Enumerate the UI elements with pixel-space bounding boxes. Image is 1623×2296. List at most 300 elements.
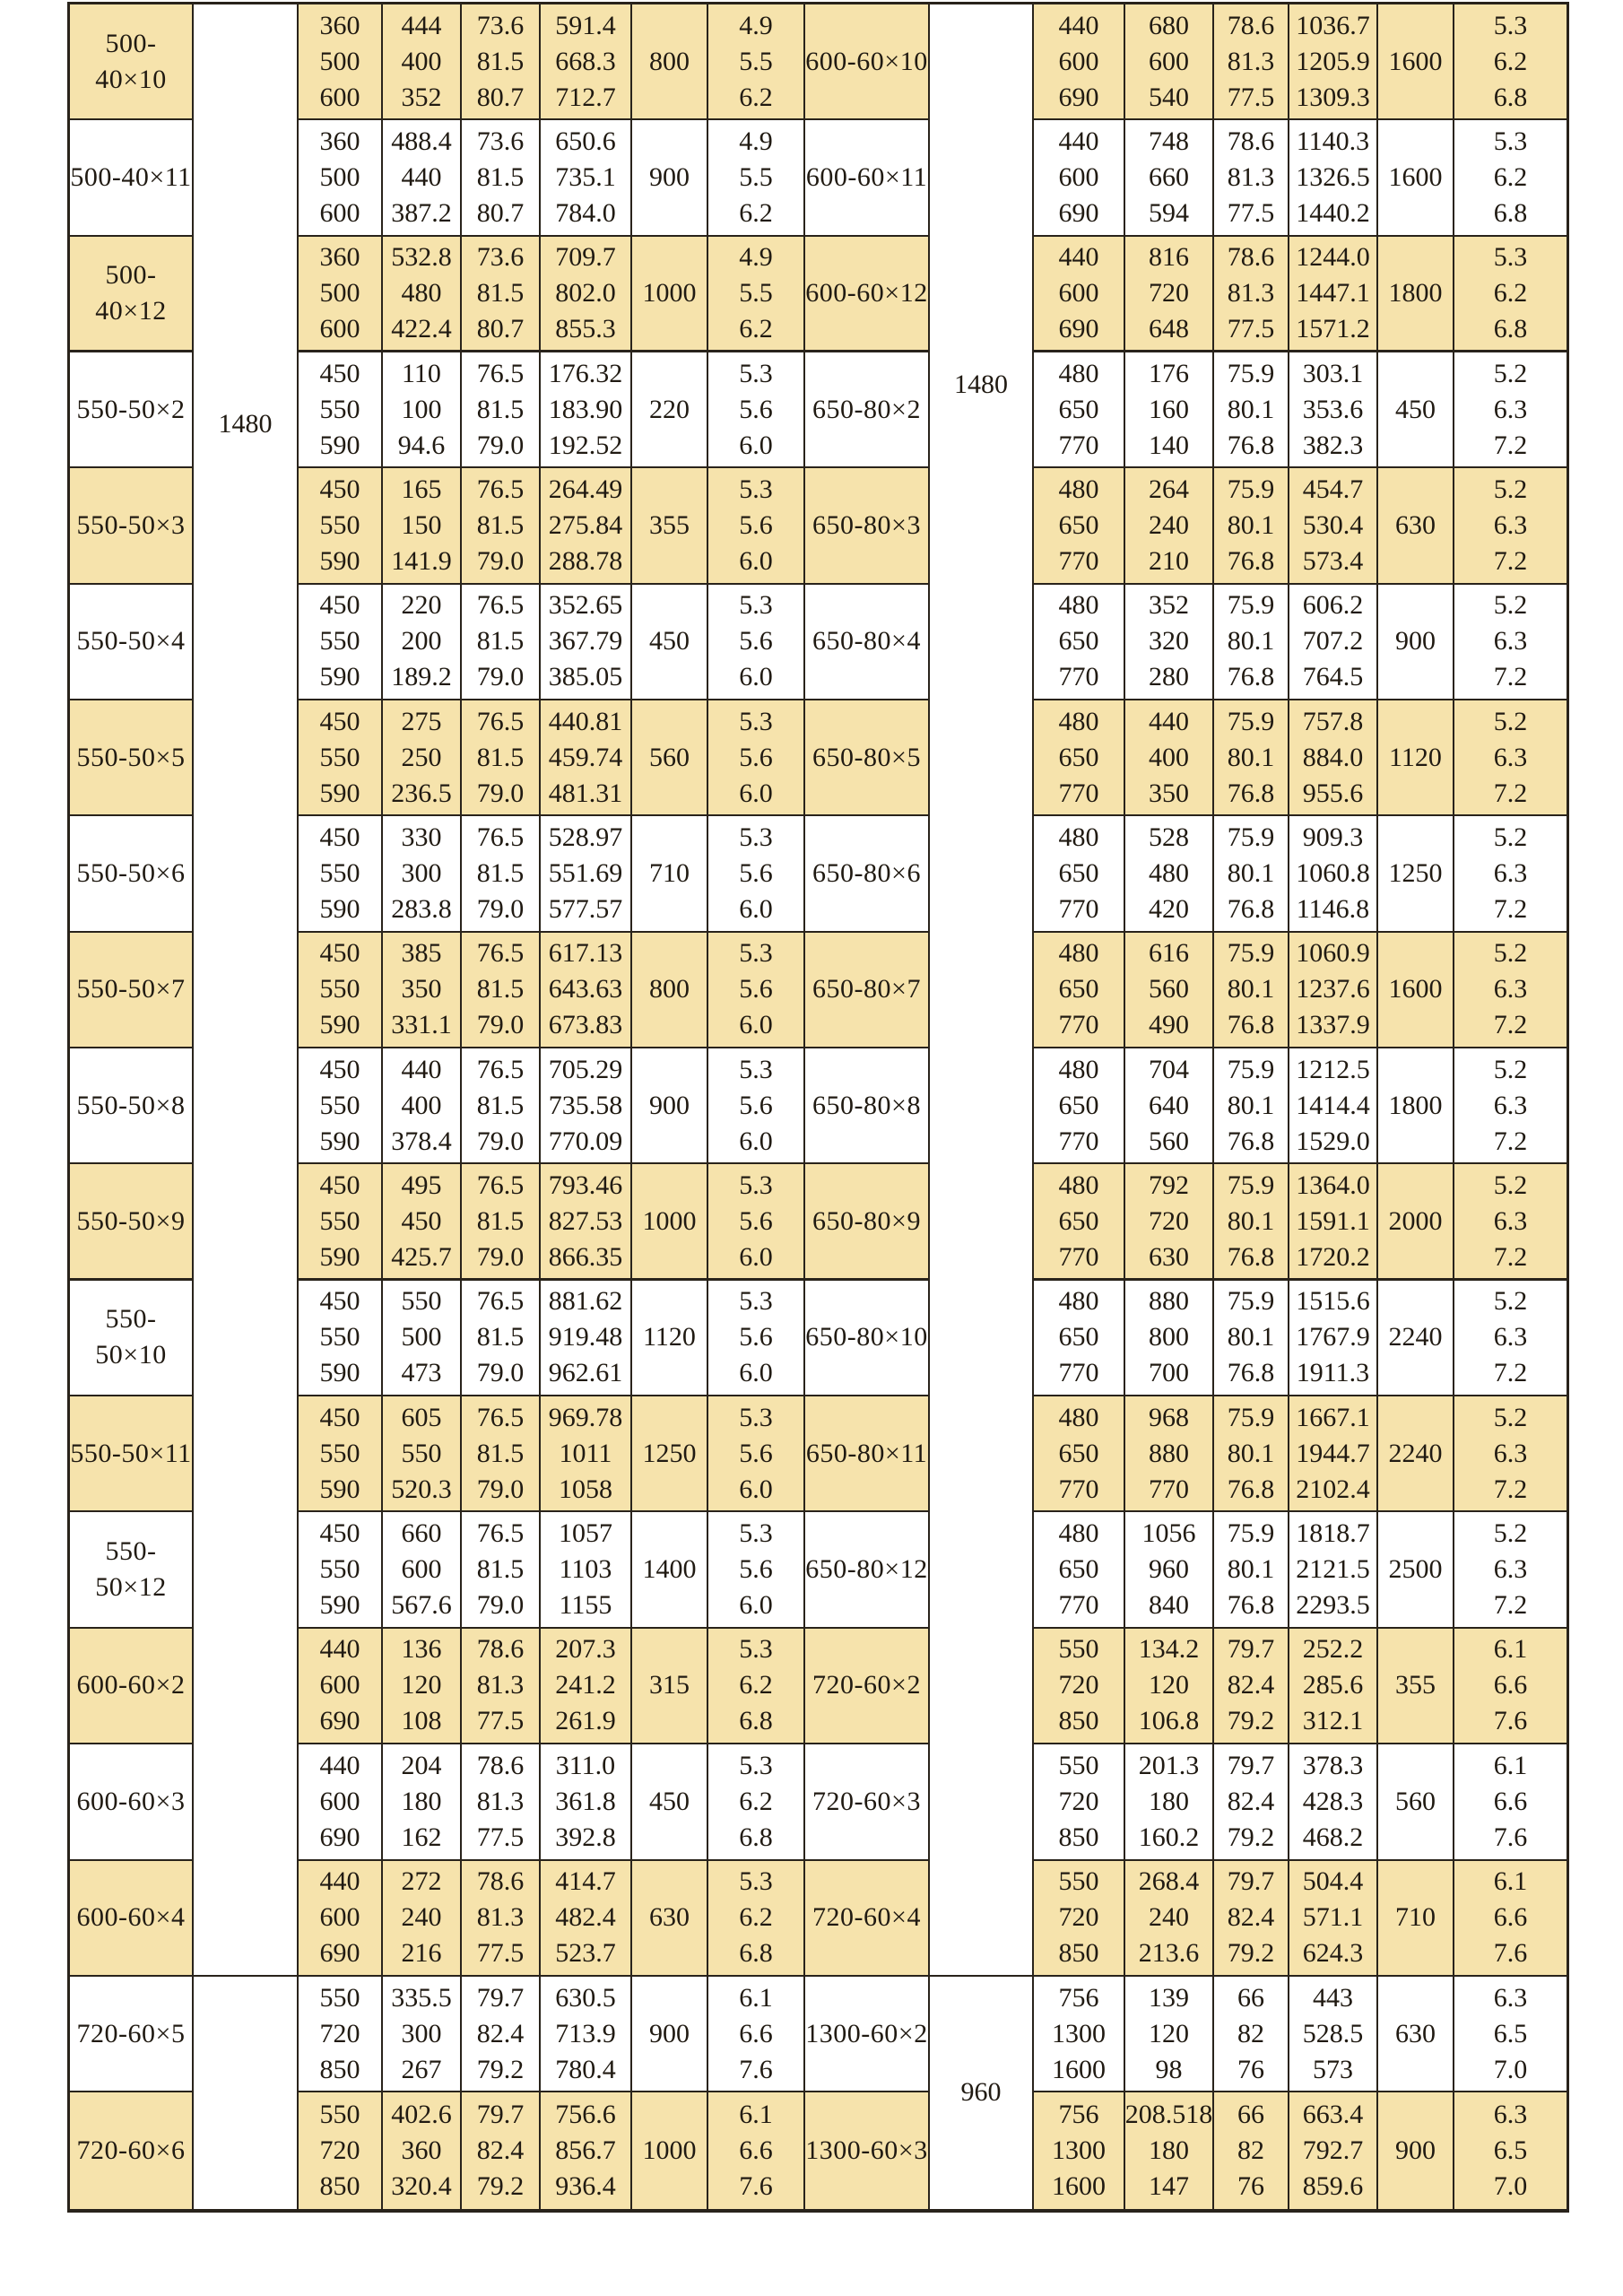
cell-line: 6.3 bbox=[1493, 510, 1528, 541]
cell-line: 236.5 bbox=[391, 778, 452, 808]
cell-line: 180 bbox=[1149, 2135, 1189, 2165]
cell-line: 7.6 bbox=[1493, 1706, 1528, 1736]
efficiency-cell bbox=[1214, 1861, 1289, 1977]
cell-line: 480 bbox=[1149, 858, 1189, 889]
npsh-cell bbox=[1454, 1861, 1567, 1977]
cell-line: 650 bbox=[1058, 394, 1099, 424]
flow-cell bbox=[1034, 120, 1125, 236]
flow-cell bbox=[1034, 816, 1125, 932]
npsh-cell bbox=[1454, 1629, 1567, 1744]
cell-line: 6.1 bbox=[739, 1982, 773, 2013]
flow-cell bbox=[1034, 1512, 1125, 1628]
cell-line: 856.7 bbox=[555, 2135, 616, 2165]
model-cell: 650-80×12 bbox=[805, 1512, 930, 1628]
cell-line: 909.3 bbox=[1302, 822, 1364, 853]
cell-line: 590 bbox=[319, 430, 360, 460]
head-cell bbox=[383, 4, 462, 120]
flow-cell bbox=[299, 1861, 383, 1977]
cell-line: 550 bbox=[319, 1438, 360, 1468]
cell-line: 480 bbox=[1058, 1170, 1099, 1200]
cell-line: 331.1 bbox=[391, 1010, 452, 1040]
cell-line: 590 bbox=[319, 1358, 360, 1388]
head-cell bbox=[383, 2092, 462, 2208]
power-cell bbox=[1289, 352, 1378, 468]
cell-line: 859.6 bbox=[1302, 2170, 1364, 2201]
cell-line: 400 bbox=[1149, 742, 1189, 772]
cell-line: 855.3 bbox=[555, 313, 616, 344]
cell-line: 704 bbox=[1149, 1054, 1189, 1084]
cell-line: 680 bbox=[1149, 10, 1189, 40]
npsh-cell bbox=[708, 120, 805, 236]
cell-line: 550 bbox=[319, 1090, 360, 1120]
cell-line: 1515.6 bbox=[1296, 1286, 1370, 1317]
cell-line: 480 bbox=[1058, 822, 1099, 853]
cell-line: 207.3 bbox=[555, 1634, 616, 1665]
cell-line: 320 bbox=[1149, 626, 1189, 657]
cell-line: 81.5 bbox=[476, 1438, 525, 1468]
cell-line: 76.8 bbox=[1227, 430, 1275, 460]
cell-line: 6.5 bbox=[1493, 2018, 1528, 2048]
motor-cell: 315 bbox=[632, 1629, 708, 1744]
npsh-cell bbox=[708, 585, 805, 700]
cell-line: 300 bbox=[401, 858, 442, 889]
efficiency-cell bbox=[1214, 120, 1289, 236]
cell-line: 330 bbox=[401, 822, 442, 853]
cell-line: 550 bbox=[319, 1554, 360, 1585]
cell-line: 690 bbox=[319, 1822, 360, 1852]
head-cell bbox=[383, 1744, 462, 1860]
power-cell bbox=[541, 1396, 632, 1512]
cell-line: 735.1 bbox=[555, 162, 616, 193]
cell-line: 5.3 bbox=[1493, 10, 1528, 40]
cell-line: 550 bbox=[319, 742, 360, 772]
cell-line: 550 bbox=[319, 974, 360, 1004]
cell-line: 571.1 bbox=[1302, 1902, 1364, 1933]
cell-line: 770.09 bbox=[548, 1126, 623, 1156]
cell-line: 713.9 bbox=[555, 2018, 616, 2048]
cell-line: 617.13 bbox=[548, 938, 623, 969]
cell-line: 6.0 bbox=[739, 1474, 773, 1504]
cell-line: 5.3 bbox=[739, 822, 773, 853]
power-cell bbox=[1289, 237, 1378, 352]
cell-line: 7.0 bbox=[1493, 2170, 1528, 2201]
cell-line: 480 bbox=[1058, 358, 1099, 388]
efficiency-cell bbox=[462, 585, 541, 700]
model-cell: 600-60×11 bbox=[805, 120, 930, 236]
cell-line: 1414.4 bbox=[1296, 1090, 1370, 1120]
cell-line: 6.2 bbox=[1493, 46, 1528, 76]
cell-line: 7.2 bbox=[1493, 1590, 1528, 1621]
flow-cell bbox=[299, 1396, 383, 1512]
cell-line: 440 bbox=[1058, 126, 1099, 157]
cell-line: 76.8 bbox=[1227, 1010, 1275, 1040]
cell-line: 5.2 bbox=[1493, 1518, 1528, 1549]
head-cell bbox=[1125, 352, 1214, 468]
cell-line: 590 bbox=[319, 1474, 360, 1504]
flow-cell bbox=[1034, 237, 1125, 352]
cell-line: 495 bbox=[401, 1170, 442, 1200]
cell-line: 6.3 bbox=[1493, 1205, 1528, 1236]
model-cell: 650-80×8 bbox=[805, 1048, 930, 1164]
npsh-cell bbox=[1454, 352, 1567, 468]
cell-line: 5.3 bbox=[739, 706, 773, 736]
cell-line: 204 bbox=[401, 1750, 442, 1780]
speed-cell bbox=[194, 4, 299, 1977]
cell-line: 756.6 bbox=[555, 2099, 616, 2129]
flow-cell bbox=[299, 933, 383, 1048]
cell-line: 78.6 bbox=[476, 1866, 525, 1897]
model-cell: 650-80×9 bbox=[805, 1164, 930, 1280]
cell-line: 73.6 bbox=[476, 241, 525, 272]
cell-line: 79.2 bbox=[1227, 1706, 1275, 1736]
cell-line: 76.5 bbox=[476, 358, 525, 388]
cell-line: 550 bbox=[319, 2099, 360, 2129]
cell-line: 77.5 bbox=[476, 1938, 525, 1969]
cell-line: 213.6 bbox=[1138, 1938, 1200, 1969]
flow-cell bbox=[1034, 2092, 1125, 2208]
cell-line: 690 bbox=[319, 1706, 360, 1736]
cell-line: 192.52 bbox=[548, 430, 623, 460]
cell-line: 80.1 bbox=[1227, 1554, 1275, 1585]
model-cell: 500-40×10 bbox=[70, 4, 194, 120]
cell-line: 110 bbox=[402, 358, 441, 388]
flow-cell bbox=[299, 1164, 383, 1280]
table-half-right bbox=[805, 4, 1567, 2209]
cell-line: 1057 bbox=[559, 1518, 612, 1549]
power-cell bbox=[541, 1861, 632, 1977]
cell-line: 76.8 bbox=[1227, 1241, 1275, 1272]
cell-line: 79.0 bbox=[476, 1590, 525, 1621]
cell-line: 275.84 bbox=[548, 510, 623, 541]
cell-line: 6.0 bbox=[739, 662, 773, 692]
cell-line: 180 bbox=[1149, 1786, 1189, 1816]
motor-cell: 710 bbox=[632, 816, 708, 932]
cell-line: 360 bbox=[319, 126, 360, 157]
head-cell bbox=[383, 816, 462, 932]
cell-line: 385 bbox=[401, 938, 442, 969]
cell-line: 793.46 bbox=[548, 1170, 623, 1200]
cell-line: 480 bbox=[1058, 706, 1099, 736]
cell-line: 82 bbox=[1237, 2018, 1264, 2048]
cell-line: 690 bbox=[1058, 82, 1099, 112]
cell-line: 480 bbox=[1058, 474, 1099, 505]
cell-line: 76.8 bbox=[1227, 1126, 1275, 1156]
efficiency-cell bbox=[1214, 1744, 1289, 1860]
motor-cell: 1000 bbox=[632, 1164, 708, 1280]
npsh-cell bbox=[1454, 1048, 1567, 1164]
efficiency-cell bbox=[462, 1629, 541, 1744]
head-cell bbox=[383, 120, 462, 236]
cell-line: 480 bbox=[1058, 1054, 1099, 1084]
cell-line: 200 bbox=[401, 626, 442, 657]
cell-line: 450 bbox=[319, 822, 360, 853]
efficiency-cell bbox=[1214, 1048, 1289, 1164]
cell-line: 139 bbox=[1149, 1982, 1189, 2013]
cell-line: 311.0 bbox=[555, 1750, 616, 1780]
cell-line: 81.5 bbox=[476, 510, 525, 541]
npsh-cell bbox=[708, 1861, 805, 1977]
efficiency-cell bbox=[462, 352, 541, 468]
cell-line: 267 bbox=[401, 2054, 442, 2084]
cell-line: 532.8 bbox=[391, 241, 452, 272]
npsh-cell bbox=[1454, 120, 1567, 236]
cell-line: 560 bbox=[1149, 974, 1189, 1004]
cell-line: 1600 bbox=[1052, 2170, 1106, 2201]
cell-line: 6.3 bbox=[1493, 974, 1528, 1004]
cell-line: 280 bbox=[1149, 662, 1189, 692]
model-cell: 600-60×2 bbox=[70, 1629, 194, 1744]
cell-line: 690 bbox=[1058, 198, 1099, 229]
cell-line: 75.9 bbox=[1227, 1170, 1275, 1200]
cell-line: 690 bbox=[319, 1938, 360, 1969]
npsh-cell bbox=[708, 1396, 805, 1512]
model-cell: 600-60×4 bbox=[70, 1861, 194, 1977]
head-cell bbox=[1125, 120, 1214, 236]
cell-line: 6.0 bbox=[739, 1241, 773, 1272]
model-cell: 550-50×12 bbox=[70, 1512, 194, 1628]
cell-line: 764.5 bbox=[1302, 662, 1364, 692]
power-cell bbox=[1289, 816, 1378, 932]
cell-line: 550 bbox=[319, 394, 360, 424]
head-cell bbox=[1125, 1396, 1214, 1512]
cell-line: 428.3 bbox=[1302, 1786, 1364, 1816]
cell-line: 201.3 bbox=[1138, 1750, 1200, 1780]
cell-line: 80.7 bbox=[476, 198, 525, 229]
cell-line: 450 bbox=[319, 706, 360, 736]
power-cell bbox=[1289, 468, 1378, 584]
cell-line: 673.83 bbox=[548, 1010, 623, 1040]
cell-line: 80.1 bbox=[1227, 1322, 1275, 1352]
motor-cell: 450 bbox=[1378, 352, 1454, 468]
cell-line: 1300 bbox=[1052, 2135, 1106, 2165]
cell-line: 4.9 bbox=[739, 126, 773, 157]
cell-line: 1140.3 bbox=[1296, 126, 1370, 157]
cell-line: 5.2 bbox=[1493, 822, 1528, 853]
cell-line: 528.97 bbox=[548, 822, 623, 853]
cell-line: 600 bbox=[319, 1670, 360, 1700]
flow-cell bbox=[299, 1629, 383, 1744]
cell-line: 1447.1 bbox=[1296, 277, 1370, 308]
cell-line: 81.5 bbox=[476, 162, 525, 193]
cell-line: 1911.3 bbox=[1296, 1358, 1370, 1388]
cell-line: 385.05 bbox=[548, 662, 623, 692]
cell-line: 827.53 bbox=[548, 1205, 623, 1236]
cell-line: 600 bbox=[1058, 162, 1099, 193]
cell-line: 5.3 bbox=[739, 1402, 773, 1432]
cell-line: 550 bbox=[319, 858, 360, 889]
cell-line: 712.7 bbox=[555, 82, 616, 112]
flow-cell bbox=[1034, 352, 1125, 468]
cell-line: 630.5 bbox=[555, 1982, 616, 2013]
cell-line: 183.90 bbox=[548, 394, 623, 424]
cell-line: 81.5 bbox=[476, 742, 525, 772]
cell-line: 500 bbox=[401, 1322, 442, 1352]
cell-line: 444 bbox=[401, 10, 442, 40]
npsh-cell bbox=[1454, 1744, 1567, 1860]
head-cell bbox=[1125, 468, 1214, 584]
cell-line: 530.4 bbox=[1302, 510, 1364, 541]
cell-line: 720 bbox=[1058, 1902, 1099, 1933]
efficiency-cell bbox=[1214, 2092, 1289, 2208]
cell-line: 443 bbox=[1313, 1982, 1353, 2013]
cell-line: 81.5 bbox=[476, 858, 525, 889]
head-cell bbox=[383, 1396, 462, 1512]
model-cell: 550-50×3 bbox=[70, 468, 194, 584]
head-cell bbox=[383, 1629, 462, 1744]
cell-line: 590 bbox=[319, 894, 360, 925]
cell-line: 76.8 bbox=[1227, 546, 1275, 577]
cell-line: 120 bbox=[401, 1670, 442, 1700]
cell-line: 5.5 bbox=[739, 46, 773, 76]
cell-line: 241.2 bbox=[555, 1670, 616, 1700]
cell-line: 81.5 bbox=[476, 277, 525, 308]
cell-line: 79.7 bbox=[476, 2099, 525, 2129]
cell-line: 770 bbox=[1058, 1358, 1099, 1388]
cell-line: 792 bbox=[1149, 1170, 1189, 1200]
efficiency-cell bbox=[462, 700, 541, 816]
cell-line: 75.9 bbox=[1227, 822, 1275, 853]
cell-line: 454.7 bbox=[1302, 474, 1364, 505]
cell-line: 100 bbox=[401, 394, 442, 424]
cell-line: 77.5 bbox=[1227, 82, 1275, 112]
flow-cell bbox=[1034, 585, 1125, 700]
power-cell bbox=[1289, 933, 1378, 1048]
motor-cell: 1000 bbox=[632, 237, 708, 352]
cell-line: 1146.8 bbox=[1296, 894, 1370, 925]
cell-line: 98 bbox=[1155, 2054, 1183, 2084]
cell-line: 6.1 bbox=[1493, 1750, 1528, 1780]
cell-line: 106.8 bbox=[1138, 1706, 1200, 1736]
cell-line: 748 bbox=[1149, 126, 1189, 157]
head-cell bbox=[1125, 1048, 1214, 1164]
cell-line: 600 bbox=[319, 82, 360, 112]
motor-cell: 1000 bbox=[632, 2092, 708, 2208]
cell-line: 720 bbox=[1149, 277, 1189, 308]
cell-line: 720 bbox=[1149, 1205, 1189, 1236]
cell-line: 81.3 bbox=[476, 1670, 525, 1700]
cell-line: 919.48 bbox=[548, 1322, 623, 1352]
cell-line: 459.74 bbox=[548, 742, 623, 772]
cell-line: 480 bbox=[401, 277, 442, 308]
cell-line: 5.5 bbox=[739, 277, 773, 308]
flow-cell bbox=[299, 468, 383, 584]
flow-cell bbox=[1034, 1396, 1125, 1512]
npsh-cell bbox=[1454, 1396, 1567, 1512]
cell-line: 78.6 bbox=[476, 1634, 525, 1665]
model-cell: 650-80×2 bbox=[805, 352, 930, 468]
head-cell bbox=[383, 237, 462, 352]
cell-line: 1212.5 bbox=[1296, 1054, 1370, 1084]
cell-line: 648 bbox=[1149, 313, 1189, 344]
cell-line: 5.2 bbox=[1493, 358, 1528, 388]
cell-line: 6.0 bbox=[739, 778, 773, 808]
cell-line: 650 bbox=[1058, 742, 1099, 772]
npsh-cell bbox=[708, 1744, 805, 1860]
cell-line: 450 bbox=[319, 938, 360, 969]
efficiency-cell bbox=[1214, 1512, 1289, 1628]
motor-cell: 900 bbox=[632, 120, 708, 236]
efficiency-cell bbox=[462, 1048, 541, 1164]
cell-line: 450 bbox=[319, 358, 360, 388]
efficiency-cell bbox=[1214, 1629, 1289, 1744]
cell-line: 80.1 bbox=[1227, 394, 1275, 424]
cell-line: 668.3 bbox=[555, 46, 616, 76]
npsh-cell bbox=[708, 933, 805, 1048]
cell-line: 468.2 bbox=[1302, 1822, 1364, 1852]
model-cell: 550-50×10 bbox=[70, 1281, 194, 1396]
motor-cell: 710 bbox=[1378, 1861, 1454, 1977]
cell-line: 473 bbox=[401, 1358, 442, 1388]
cell-line: 590 bbox=[319, 662, 360, 692]
efficiency-cell bbox=[462, 1744, 541, 1860]
power-cell bbox=[1289, 1977, 1378, 2092]
cell-line: 80.1 bbox=[1227, 742, 1275, 772]
cell-line: 591.4 bbox=[555, 10, 616, 40]
cell-line: 705.29 bbox=[548, 1054, 623, 1084]
speed-cell bbox=[930, 4, 1034, 1977]
efficiency-cell bbox=[1214, 1281, 1289, 1396]
cell-line: 590 bbox=[319, 1010, 360, 1040]
cell-line: 6.2 bbox=[1493, 162, 1528, 193]
cell-line: 81.3 bbox=[476, 1902, 525, 1933]
cell-line: 955.6 bbox=[1302, 778, 1364, 808]
cell-line: 450 bbox=[319, 1054, 360, 1084]
cell-line: 5.3 bbox=[739, 474, 773, 505]
motor-cell: 1800 bbox=[1378, 237, 1454, 352]
cell-line: 76.5 bbox=[476, 1170, 525, 1200]
cell-line: 550 bbox=[1058, 1866, 1099, 1897]
motor-cell: 630 bbox=[632, 1861, 708, 1977]
cell-line: 79.0 bbox=[476, 894, 525, 925]
npsh-cell bbox=[1454, 585, 1567, 700]
motor-cell: 900 bbox=[632, 1977, 708, 2092]
cell-line: 78.6 bbox=[1227, 126, 1275, 157]
efficiency-cell bbox=[462, 1977, 541, 2092]
cell-line: 650 bbox=[1058, 858, 1099, 889]
cell-line: 573.4 bbox=[1302, 546, 1364, 577]
efficiency-cell bbox=[1214, 1164, 1289, 1280]
cell-line: 550 bbox=[1058, 1750, 1099, 1780]
cell-line: 425.7 bbox=[391, 1241, 452, 1272]
cell-line: 1309.3 bbox=[1296, 82, 1370, 112]
motor-cell: 1250 bbox=[632, 1396, 708, 1512]
cell-line: 7.6 bbox=[1493, 1938, 1528, 1969]
efficiency-cell bbox=[1214, 4, 1289, 120]
motor-cell: 355 bbox=[632, 468, 708, 584]
cell-line: 6.3 bbox=[1493, 858, 1528, 889]
efficiency-cell bbox=[462, 1281, 541, 1396]
cell-line: 176 bbox=[1149, 358, 1189, 388]
cell-line: 6.2 bbox=[739, 82, 773, 112]
cell-line: 480 bbox=[1058, 938, 1099, 969]
cell-line: 650 bbox=[1058, 1438, 1099, 1468]
cell-line: 79.2 bbox=[476, 2054, 525, 2084]
cell-line: 1337.9 bbox=[1296, 1010, 1370, 1040]
cell-line: 2121.5 bbox=[1296, 1554, 1370, 1585]
cell-line: 5.2 bbox=[1493, 1054, 1528, 1084]
power-cell bbox=[541, 816, 632, 932]
head-cell bbox=[383, 1512, 462, 1628]
cell-line: 600 bbox=[1058, 46, 1099, 76]
npsh-cell bbox=[708, 1977, 805, 2092]
motor-cell: 2240 bbox=[1378, 1396, 1454, 1512]
cell-line: 76.5 bbox=[476, 706, 525, 736]
flow-cell bbox=[299, 4, 383, 120]
cell-line: 450 bbox=[319, 1170, 360, 1200]
cell-line: 6.5 bbox=[1493, 2135, 1528, 2165]
cell-line: 6.8 bbox=[739, 1706, 773, 1736]
cell-line: 240 bbox=[401, 1902, 442, 1933]
